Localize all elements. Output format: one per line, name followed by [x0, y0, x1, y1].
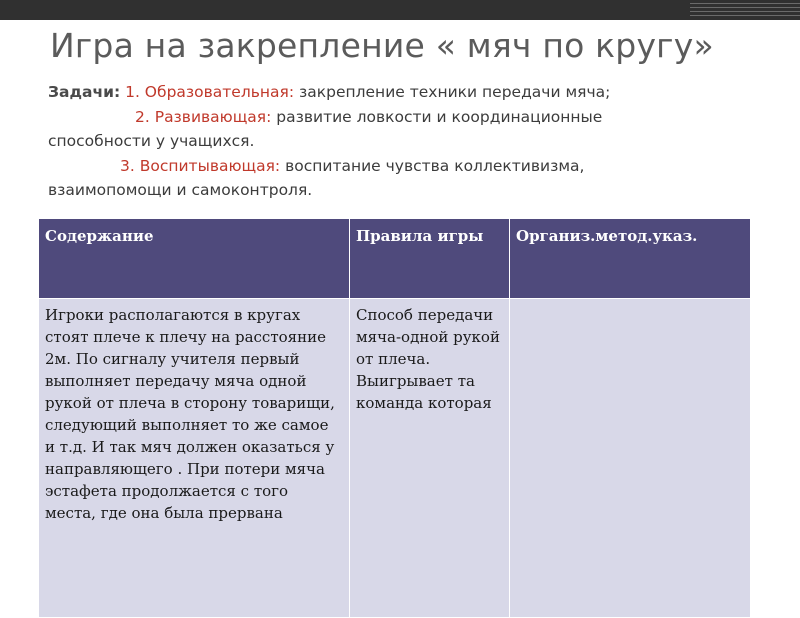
header-method-notes: Организ.метод.указ.	[510, 219, 751, 299]
table-header-row	[39, 219, 751, 299]
task-line-4	[48, 154, 768, 179]
task-3-heading: 3. Воспитывающая:	[120, 156, 281, 175]
task-line-5	[48, 178, 768, 203]
task-3-text-b: взаимопомощи и самоконтроля.	[48, 181, 313, 199]
task-3-text-a: воспитание чувства коллективизма,	[285, 156, 585, 175]
cell-content: Игроки располагаются в кругах стоят плече к плечу на расстояние 2м. По сигналу учителя первый выполняет передачу мяча одной рукой от плеча в сторону товарищи, следующий выполняет то же самое и т.д. И так мяч должен оказаться у направляющего . При потери мяча эстафета продолжается с того места, где она была прервана	[39, 299, 350, 618]
task-line-1	[48, 80, 768, 105]
table-row	[39, 299, 751, 618]
cell-rules: Способ передачи мяча-одной рукой от плеча. Выигрывает та команда которая	[350, 299, 510, 618]
cell-method-notes	[510, 299, 751, 618]
top-decorative-bar	[0, 0, 800, 20]
task-line-3	[48, 129, 768, 154]
game-table	[38, 218, 751, 618]
task-1-text: закрепление техники передачи мяча;	[299, 83, 611, 101]
tasks-block	[48, 80, 768, 203]
task-1-heading: 1. Образовательная:	[125, 83, 295, 101]
task-2-heading: 2. Развивающая:	[135, 107, 272, 126]
header-content: Содержание	[39, 219, 350, 299]
header-rules: Правила игры	[350, 219, 510, 299]
decorative-lines	[690, 0, 800, 20]
slide-title: Игра на закрепление « мяч по кругу»	[50, 26, 714, 65]
task-2-text-b: способности у учащихся.	[48, 132, 255, 150]
task-2-text-a: развитие ловкости и координационные	[276, 107, 603, 126]
task-line-2	[48, 105, 768, 130]
tasks-label: Задачи:	[48, 83, 121, 101]
